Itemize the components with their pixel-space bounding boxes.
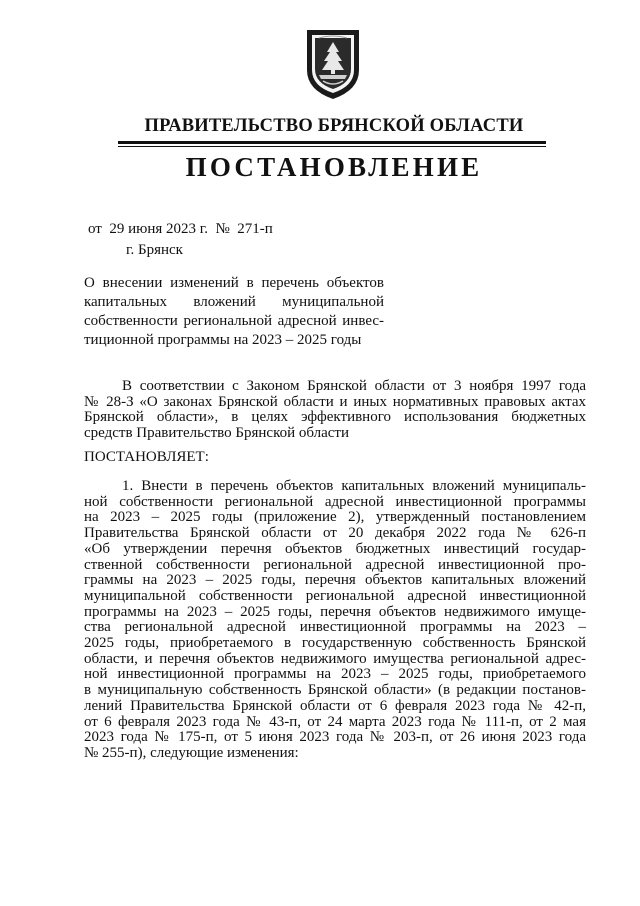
government-name: ПРАВИТЕЛЬСТВО БРЯНСКОЙ ОБЛАСТИ [144,116,524,136]
item-line: ной собственности региональной адресной инвестиционной программы [84,493,586,510]
subject-line: капитальных вложений муниципальной [84,294,384,310]
item-line: Правительства Брянской области от 20 декабря 2022 года № 626-п [84,525,586,542]
item-line: 2023 года № 175-п, от 5 июня 2023 года № 203-п, от 26 июня 2023 года [84,729,586,746]
item-line: ственной собственности региональной адресной инвестиционной про- [84,556,586,573]
item-line: граммы на 2023 – 2025 годы, перечня объектов капитальных вложений [84,572,586,589]
preamble-line: № 28-З «О законах Брянской области и иных нормативных правовых актах [84,393,586,410]
item-line: № 255-п), следующие изменения: [84,744,299,761]
item-line: 1. Внести в перечень объектов капитальных вложений муниципаль- [122,478,586,494]
item-line: ной инвестиционной программы на 2023 – 2025 годы, приобретаемого [84,666,586,683]
header-rule-thin [118,146,546,147]
coat-of-arms-emblem [301,26,365,102]
preamble-line: Брянской области», в целях эффективного использования бюджетных [84,409,586,426]
city: г. Брянск [126,242,183,258]
preamble-paragraph [84,379,586,442]
subject-line: собственности региональной адресной инвес- [84,313,384,329]
item-line: ства региональной адресной инвестиционной программы на 2023 – [84,619,586,636]
item-line: муниципальной собственности региональной адресной инвестиционной [84,587,586,604]
item-line: области, и перечня объектов недвижимого имущества региональной адрес- [84,650,586,667]
item-1-paragraph [84,479,586,762]
item-line: в муниципальную собственность Брянской области» (в редакции постанов- [84,682,586,699]
preamble-line: В соответствии с Законом Брянской области от 3 ноября 1997 года [122,378,586,394]
document-subject [84,274,384,350]
header-rule-thick [118,141,546,144]
subject-line: О внесении изменений в перечень объектов [84,275,384,291]
date-and-number: от 29 июня 2023 г. № 271-п [88,221,273,237]
item-line: на 2023 – 2025 годы (приложение 2), утвержденный постановлением [84,509,586,526]
subject-line: тиционной программы на 2023 – 2025 годы [84,332,362,348]
item-line: лений Правительства Брянской области от 6 февраля 2023 года № 42-п, [84,697,586,714]
decree-line: ПОСТАНОВЛЯЕТ: [84,449,209,465]
item-line: «Об утверждении перечня объектов бюджетных инвестиций государ- [84,540,586,557]
preamble-line: средств Правительство Брянской области [84,425,350,442]
item-line: программы на 2023 – 2025 годы, перечня объектов недвижимого имуще- [84,603,586,620]
item-line: 2025 годы, приобретаемого в государственную собственность Брянской [84,635,586,652]
decree-word [84,450,586,466]
document-type-title: ПОСТАНОВЛЕНИЕ [185,152,483,182]
item-line: от 6 февраля 2023 года № 43-п, от 24 марта 2023 года № 111-п, от 2 мая [84,713,586,730]
